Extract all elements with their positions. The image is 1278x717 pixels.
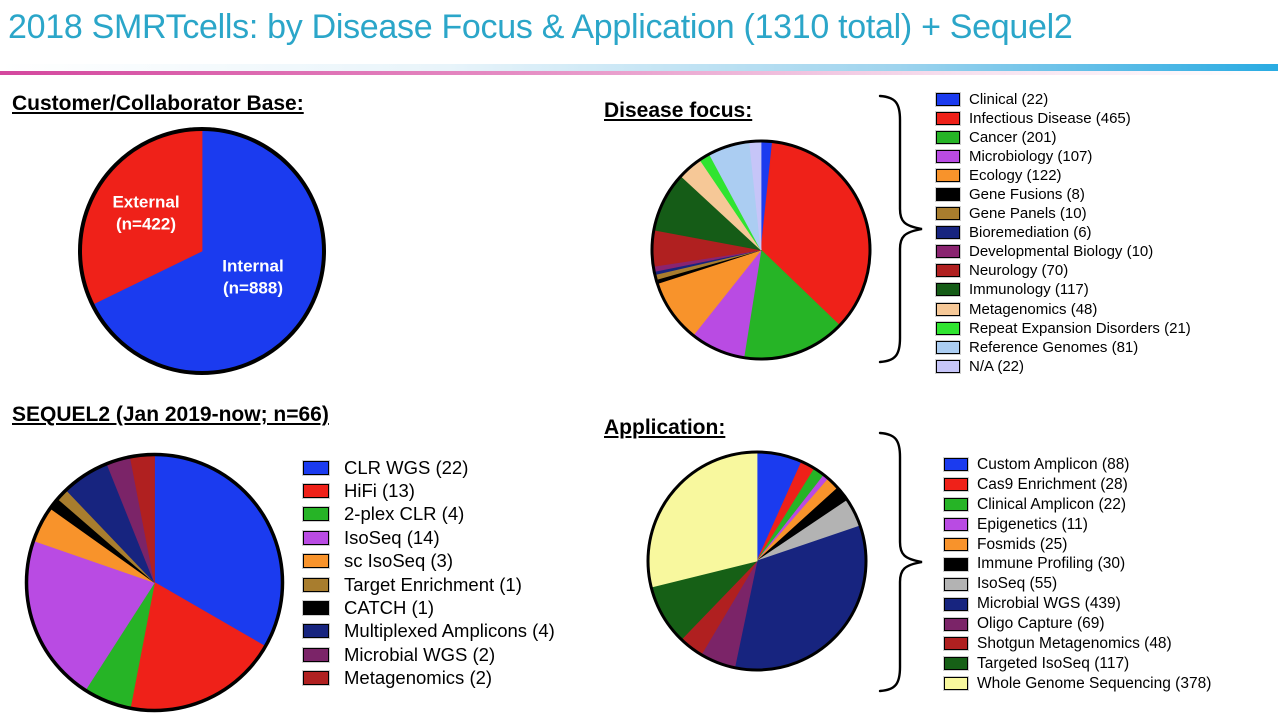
legend-item <box>303 667 555 690</box>
legend-label: Gene Panels (10) <box>969 205 1087 223</box>
legend-item <box>936 357 1191 376</box>
legend-item <box>303 620 555 643</box>
legend-item <box>944 554 1211 574</box>
legend-swatch <box>944 578 968 591</box>
legend-swatch <box>303 484 329 498</box>
legend-swatch <box>936 150 960 163</box>
legend-item <box>936 300 1191 319</box>
legend-label: Targeted IsoSeq (117) <box>977 654 1130 672</box>
legend-label: Whole Genome Sequencing (378) <box>977 674 1212 692</box>
legend-swatch <box>303 624 329 638</box>
legend-swatch <box>936 112 960 125</box>
legend-label: Gene Fusions (8) <box>969 186 1085 204</box>
legend-item <box>936 280 1191 299</box>
legend-label: Reference Genomes (81) <box>969 338 1139 356</box>
legend-swatch <box>303 507 329 521</box>
legend-item <box>944 455 1211 475</box>
legend-swatch <box>944 558 968 571</box>
legend-item <box>944 535 1211 555</box>
legend-item <box>303 643 555 666</box>
legend-label: Repeat Expansion Disorders (21) <box>969 319 1191 337</box>
legend-item <box>936 338 1191 357</box>
legend-item <box>936 109 1191 128</box>
heading-application: Application: <box>604 416 726 439</box>
legend-application <box>944 455 1211 694</box>
legend-swatch <box>936 303 960 316</box>
legend-swatch <box>936 322 960 335</box>
legend-swatch <box>944 458 968 471</box>
legend-swatch <box>936 360 960 373</box>
legend-item <box>303 550 555 573</box>
curly-brace-disease-legend <box>876 94 924 364</box>
legend-item <box>936 147 1191 166</box>
title-divider-pink <box>0 71 1278 75</box>
legend-label: CATCH (1) <box>344 597 435 619</box>
legend-swatch <box>303 578 329 592</box>
legend-item <box>303 526 555 549</box>
legend-item <box>944 614 1211 634</box>
legend-swatch <box>944 618 968 631</box>
legend-swatch <box>944 538 968 551</box>
legend-label: Neurology (70) <box>969 262 1069 280</box>
legend-swatch <box>936 207 960 220</box>
legend-label: Microbiology (107) <box>969 148 1093 166</box>
legend-label: Epigenetics (11) <box>977 515 1088 533</box>
legend-swatch <box>303 671 329 685</box>
legend-label: Multiplexed Amplicons (4) <box>344 620 555 642</box>
legend-swatch <box>303 531 329 545</box>
legend-swatch <box>944 478 968 491</box>
curly-brace-path <box>880 433 922 691</box>
legend-item <box>944 674 1211 694</box>
legend-swatch <box>936 245 960 258</box>
legend-swatch <box>936 131 960 144</box>
legend-item <box>936 166 1191 185</box>
legend-item <box>936 242 1191 261</box>
legend-item <box>936 204 1191 223</box>
legend-sequel2 <box>303 456 555 690</box>
page-title: 2018 SMRTcells: by Disease Focus & Application (1310 total) + Sequel2 <box>8 8 1073 46</box>
heading-disease-focus: Disease focus: <box>604 99 753 122</box>
legend-swatch <box>944 637 968 650</box>
legend-label: IsoSeq (55) <box>977 575 1058 593</box>
legend-label: Cancer (201) <box>969 129 1057 147</box>
legend-label: sc IsoSeq (3) <box>344 550 453 572</box>
legend-disease-focus <box>936 90 1191 376</box>
legend-item <box>944 634 1211 654</box>
legend-label: Custom Amplicon (88) <box>977 455 1130 473</box>
legend-label: N/A (22) <box>969 357 1025 375</box>
heading-sequel2: SEQUEL2 (Jan 2019-now; n=66) <box>12 403 329 426</box>
curly-brace-path <box>880 96 922 362</box>
legend-label: Cas9 Enrichment (28) <box>977 475 1128 493</box>
legend-label: Metagenomics (2) <box>344 667 493 689</box>
legend-swatch <box>936 169 960 182</box>
curly-brace-application-legend <box>876 431 924 693</box>
legend-label: Microbial WGS (2) <box>344 643 496 665</box>
legend-swatch <box>944 518 968 531</box>
pie-label-external: External (n=422) <box>112 192 180 234</box>
legend-item <box>303 479 555 502</box>
legend-label: Infectious Disease (465) <box>969 110 1131 128</box>
legend-swatch <box>936 188 960 201</box>
legend-label: 2-plex CLR (4) <box>344 503 465 525</box>
legend-label: Shotgun Metagenomics (48) <box>977 634 1172 652</box>
legend-label: CLR WGS (22) <box>344 456 469 478</box>
legend-label: Microbial WGS (439) <box>977 595 1121 613</box>
title-divider-blue <box>0 64 1278 71</box>
pie-label-internal: Internal (n=888) <box>222 256 284 298</box>
legend-item <box>936 128 1191 147</box>
legend-item <box>936 261 1191 280</box>
legend-swatch <box>944 657 968 670</box>
legend-label: Ecology (122) <box>969 167 1062 185</box>
legend-swatch <box>944 677 968 690</box>
legend-label: Immune Profiling (30) <box>977 555 1126 573</box>
legend-swatch <box>944 598 968 611</box>
legend-label: Metagenomics (48) <box>969 300 1098 318</box>
pie-chart-customer-base <box>76 125 328 377</box>
legend-label: Bioremediation (6) <box>969 224 1092 242</box>
legend-swatch <box>936 341 960 354</box>
legend-item <box>944 515 1211 535</box>
legend-swatch <box>936 226 960 239</box>
pie-chart-application <box>645 449 869 673</box>
legend-item <box>944 654 1211 674</box>
pie-chart-sequel2 <box>23 451 286 714</box>
legend-label: Clinical (22) <box>969 91 1049 109</box>
legend-item <box>303 596 555 619</box>
legend-swatch <box>936 264 960 277</box>
legend-label: HiFi (13) <box>344 480 415 502</box>
legend-label: IsoSeq (14) <box>344 526 440 548</box>
legend-item <box>944 574 1211 594</box>
legend-item <box>303 456 555 479</box>
legend-item <box>944 495 1211 515</box>
legend-swatch <box>303 461 329 475</box>
legend-item <box>944 475 1211 495</box>
legend-label: Clinical Amplicon (22) <box>977 495 1127 513</box>
legend-label: Immunology (117) <box>969 281 1089 299</box>
legend-item <box>936 223 1191 242</box>
legend-label: Oligo Capture (69) <box>977 615 1105 633</box>
legend-swatch <box>303 648 329 662</box>
legend-item <box>303 503 555 526</box>
legend-swatch <box>944 498 968 511</box>
legend-label: Developmental Biology (10) <box>969 243 1154 261</box>
legend-swatch <box>936 283 960 296</box>
heading-customer-base: Customer/Collaborator Base: <box>12 92 304 115</box>
legend-item <box>936 185 1191 204</box>
legend-item <box>936 90 1191 109</box>
legend-swatch <box>303 554 329 568</box>
legend-label: Fosmids (25) <box>977 535 1068 553</box>
legend-swatch <box>936 93 960 106</box>
pie-chart-disease-focus <box>649 138 873 362</box>
legend-item <box>303 573 555 596</box>
legend-item <box>944 594 1211 614</box>
legend-item <box>936 319 1191 338</box>
legend-label: Target Enrichment (1) <box>344 573 522 595</box>
legend-swatch <box>303 601 329 615</box>
